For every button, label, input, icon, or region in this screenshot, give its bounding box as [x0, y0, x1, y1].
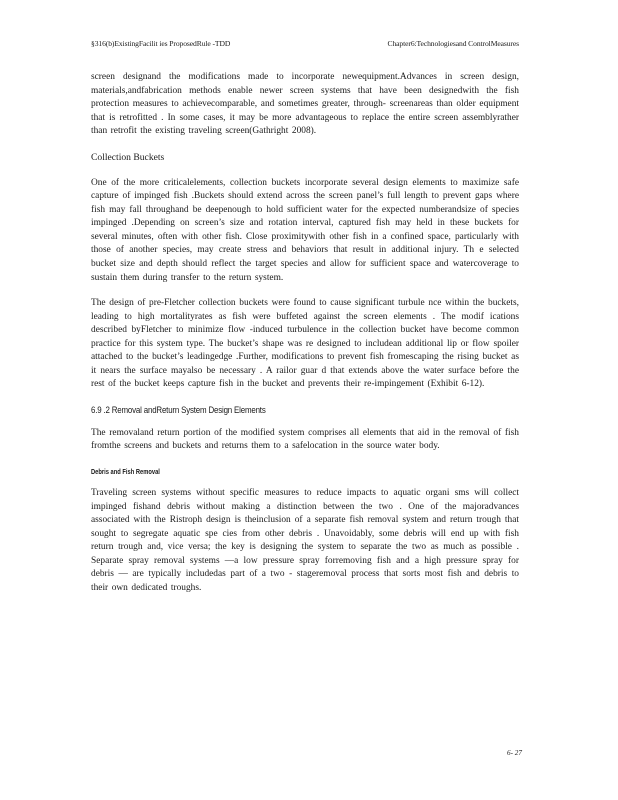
- page-number: 6- 27: [507, 749, 522, 757]
- header-left-text: §316(b)ExistingFacilit ies ProposedRule -TDD: [91, 39, 231, 48]
- paragraph-pre-fletcher-design: The design of pre-Fletcher collection buckets were found to cause significant turbule nce within the buckets, leading to high mortalityrates as fish were buffeted against the screen elements . The modif ications described byFletcher to minimize flow -induced turbulence in the collection bucket have become common practice for this system type. The bucket’s shape was re designed to includean additional lip or flow spoiler attached to the bucket’s leadingedge .Further, modifications to prevent fish fromescaping the rising bucket as it nears the surface mayalso be necessary . A railor guar d that extends above the water surface before the rest of the bucket keeps capture fish in the bucket and prevents their re-impingement (Exhibit 6-12).: [91, 298, 519, 390]
- document-body: [91, 71, 519, 607]
- paragraph-debris-fish-removal: Traveling screen systems without specific measures to reduce impacts to aquatic organi sms will collect impinged fishand debris without making a distinction between the two . One of the majoradvances associated with the Ristroph design is theinclusion of a separate fish removal system and return trough that sought to segregate aquatic spe cies from other debris . Unavoidably, some debris will end up with fish return trough and, vice versa; the key is designing the system to separate the two as much as possible . Separate spray removal systems —a low pressure spray forremoving fish and a high pressure spray for debris — are typically includedas part of a two - stageremoval process that sorts most fish and debris to their own dedicated troughs.: [91, 488, 519, 593]
- running-header: [91, 39, 519, 51]
- paragraph-collection-buckets: One of the more criticalelements, collection buckets incorporate several design elements to maximize safe capture of impinged fish .Buckets should extend across the screen panel’s full length to prevent gaps where fish may fall throughand be deepenough to hold sufficient water for the expected numberandsize of species impinged .Depending on screen’s size and rotation interval, captured fish may held in these buckets for several minutes, often with other fish. Close proximitywith other fish in a confined space, particularly with those of another species, may create stress and behaviors that result in additional injury. Th e selected bucket size and depth should reflect the target species and allow for sufficient space and watercoverage to sustain them during transfer to the return system.: [91, 177, 519, 283]
- paragraph-removal-return: The removaland return portion of the modified system comprises all elements that aid in the removal of fish fromthe screens and buckets and returns them to a safelocation in the source water body.: [91, 427, 519, 452]
- subheading-debris-fish-removal: Debris and Fish Removal: [91, 467, 160, 477]
- heading-collection-buckets: Collection Buckets: [91, 151, 165, 163]
- section-heading-removal-return: 6.9 .2 Removal andReturn System Design Elements: [91, 404, 266, 415]
- paragraph-screen-design: screen designand the modifications made to incorporate newequipment.Advances in screen design, materials,andfabrication methods enable newer screen systems that have been designedwith the fish protection measures to achievecomparable, and sometimes greater, through- screenareas than older equipment that is retrofitted . In some cases, it may be more advantageous to replace the entire screen assemblyrather than retrofit the existing traveling screen(Gathright 2008).: [91, 72, 519, 137]
- header-right-text: Chapter6:Technologiesand ControlMeasures: [387, 39, 519, 48]
